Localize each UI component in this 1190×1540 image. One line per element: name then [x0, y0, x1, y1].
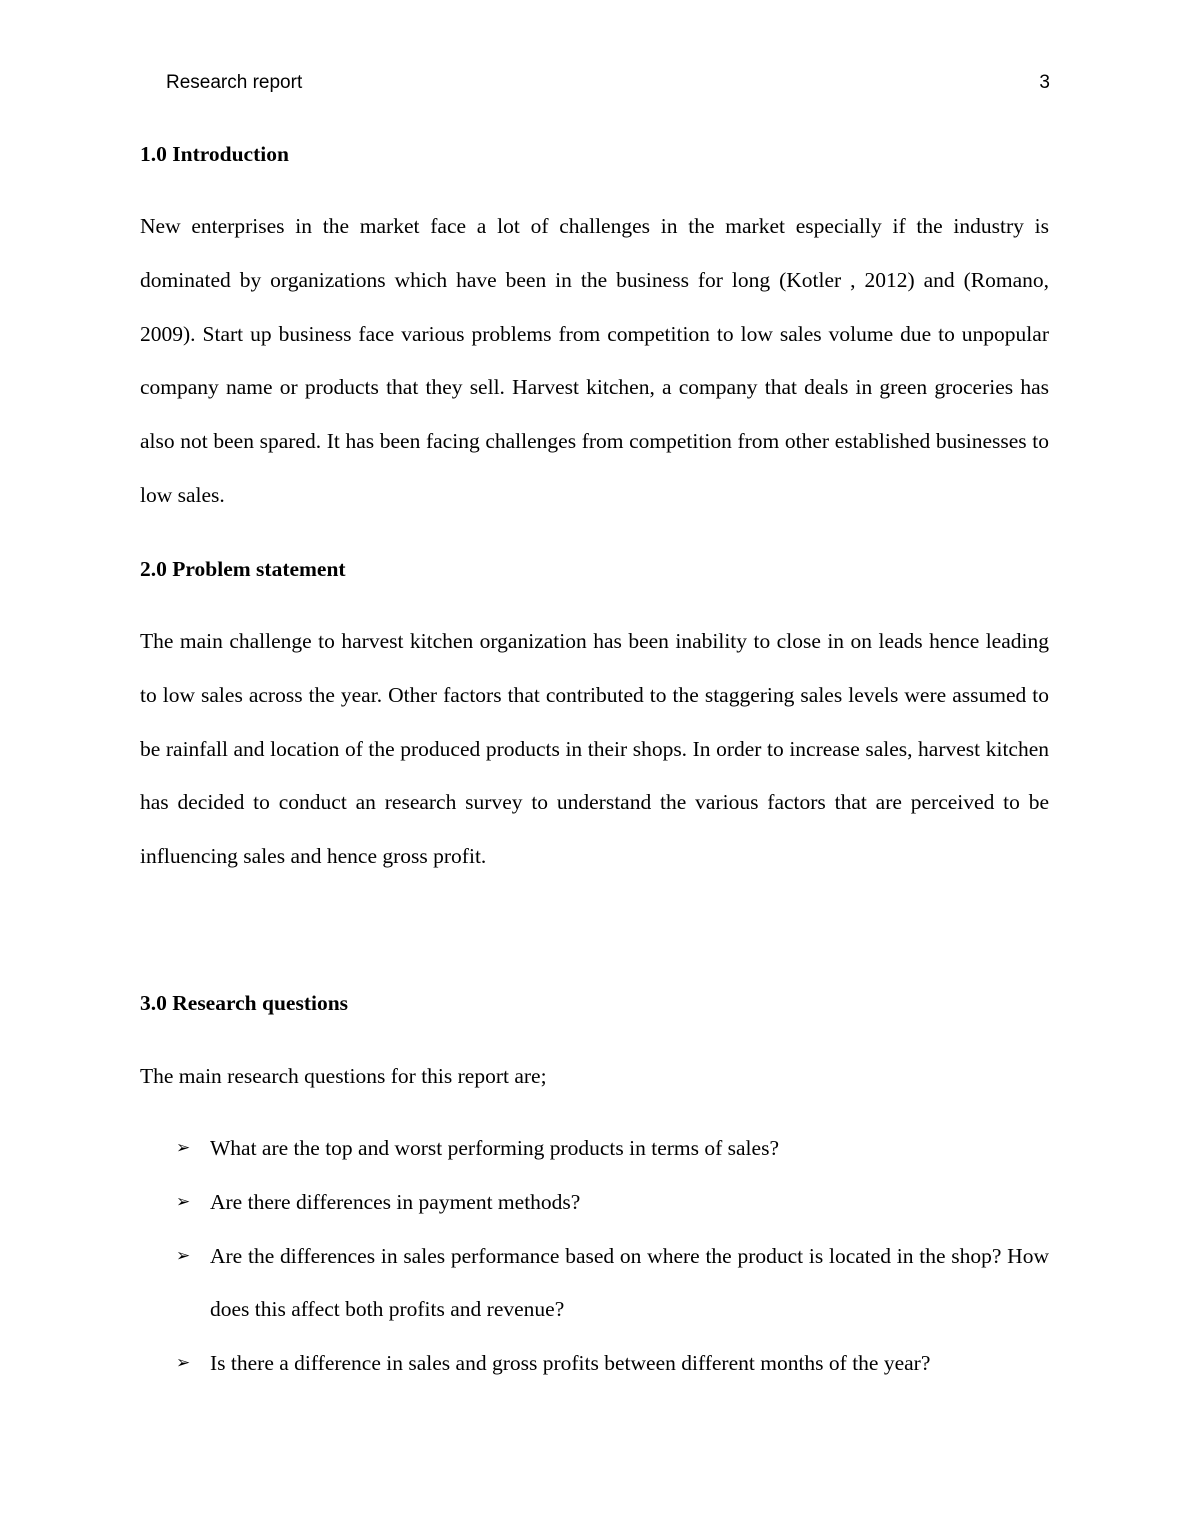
list-item-text: Is there a difference in sales and gross profits between different months of the year?: [210, 1351, 931, 1376]
research-questions-list: [140, 1122, 1049, 1391]
problem-statement-paragraph: The main challenge to harvest kitchen organization has been inability to close in on leads hence leading to low sales across the year. Other factors that contributed to the staggering sales levels were assumed to be rainfall and location of the produced products in their shops. In order to increase sales, harvest kitchen has decided to conduct an research survey to understand the various factors that are perceived to be influencing sales and hence gross profit.: [140, 629, 1049, 869]
list-item: [140, 1337, 1049, 1391]
arrowhead-bullet-icon: ➢: [176, 1138, 191, 1158]
running-head: Research report: [166, 72, 303, 93]
research-questions-lead: The main research questions for this report are;: [140, 1064, 547, 1088]
list-item-text: Are there differences in payment methods?: [210, 1189, 581, 1214]
list-item: [140, 1230, 1049, 1338]
arrowhead-bullet-icon: ➢: [176, 1191, 191, 1212]
section-heading-introduction: 1.0 Introduction: [140, 142, 289, 166]
list-item: [140, 1176, 1049, 1230]
section-heading-problem-statement: 2.0 Problem statement: [140, 557, 346, 581]
arrowhead-bullet-icon: ➢: [176, 1353, 191, 1374]
introduction-paragraph: New enterprises in the market face a lot of challenges in the market especially if the industry is dominated by organizations which have been in the business for long (Kotler , 2012) and (Romano, 2009). Start up business face various problems from competition to low sales volume due to unpopular company name or products that they sell. Harvest kitchen, a company that deals in green groceries has also not been spared. It has been facing challenges from competition from other established businesses to low sales.: [140, 214, 1049, 507]
list-item-text: What are the top and worst performing products in terms of sales?: [210, 1136, 779, 1160]
page-number: 3: [1039, 72, 1050, 93]
section-heading-research-questions: 3.0 Research questions: [140, 991, 349, 1015]
list-item-text: Are the differences in sales performance based on where the product is located in the shop? How does this affect both profits and revenue?: [210, 1243, 1049, 1322]
list-item: [140, 1122, 1049, 1176]
arrowhead-bullet-icon: ➢: [176, 1245, 191, 1266]
